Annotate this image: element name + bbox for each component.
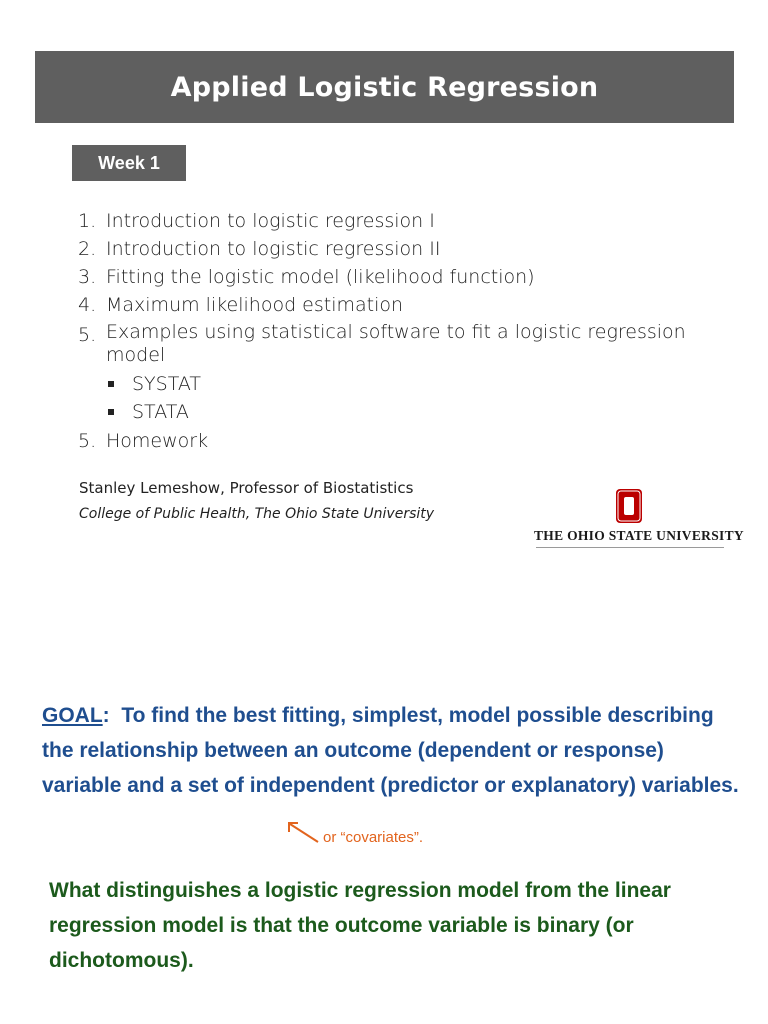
goal-text: To find the best fitting, simplest, model possible describing the relationship between an outcome (dependent or response) variable and a set of independent (predictor or explanatory) variables. — [42, 704, 739, 797]
sub-list-item — [108, 370, 738, 398]
list-item-number: 1. — [78, 210, 97, 232]
university-wordmark: THE OHIO STATE UNIVERSITY — [534, 528, 744, 543]
list-item — [78, 235, 738, 263]
goal-label: GOAL — [42, 704, 103, 727]
list-item-text: Homework — [106, 430, 209, 452]
software-name: SYSTAT — [132, 373, 201, 395]
goal-statement — [42, 698, 742, 803]
sub-list-item — [108, 398, 738, 426]
author-name: Stanley Lemeshow, Professor of Biostatistics — [79, 479, 414, 497]
block-o-icon — [616, 489, 642, 523]
list-item-number: 4. — [78, 294, 97, 316]
page-title: Applied Logistic Regression — [35, 51, 734, 123]
list-item — [78, 291, 738, 319]
list-item-number: 5. — [78, 324, 97, 346]
covariates-annotation: or “covariates”. — [323, 829, 424, 846]
list-item-number: 2. — [78, 238, 97, 260]
list-item — [78, 263, 738, 291]
list-item-text: Fitting the logistic model (likelihood function) — [106, 266, 535, 288]
list-item-text: Introduction to logistic regression I — [106, 210, 435, 232]
list-item — [78, 321, 738, 367]
square-bullet-icon — [108, 409, 114, 415]
list-item-number: 3. — [78, 266, 97, 288]
distinction-statement: What distinguishes a logistic regression model from the linear regression model is that the outcome variable is binary (or dichotomous). — [49, 879, 671, 972]
list-item-number: 5. — [78, 430, 97, 452]
list-item — [78, 207, 738, 235]
logo-rule — [536, 547, 724, 548]
list-item-text: Maximum likelihood estimation — [106, 294, 404, 316]
arrow-icon — [284, 818, 320, 844]
topic-list — [78, 207, 738, 455]
list-item — [78, 427, 738, 455]
list-item-text: Introduction to logistic regression II — [106, 238, 441, 260]
list-item-text: Examples using statistical software to fit a logistic regression model — [106, 321, 686, 366]
author-affiliation: College of Public Health, The Ohio State University — [79, 506, 435, 522]
goal-colon: : — [102, 704, 110, 727]
software-name: STATA — [132, 401, 189, 423]
square-bullet-icon — [108, 381, 114, 387]
university-logo — [530, 488, 744, 554]
week-badge: Week 1 — [72, 145, 186, 181]
